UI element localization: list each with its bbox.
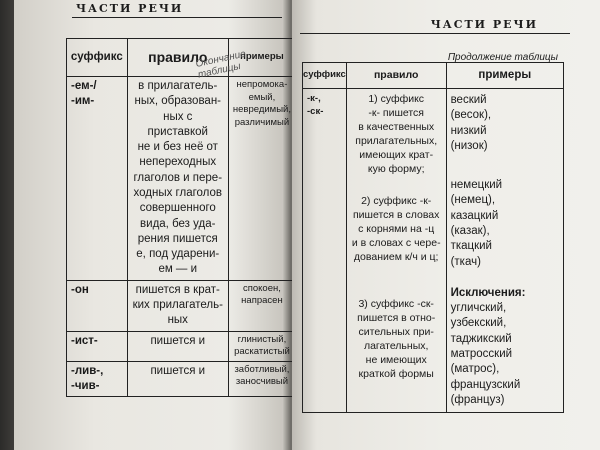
column-header-examples: примеры [446, 63, 563, 89]
right-page-header: ЧАСТИ РЕЧИ [430, 18, 538, 31]
rule-cell: пишется в крат- ких прилагатель- ных [132, 283, 223, 327]
suffix-cell: -к-, -ск- [307, 93, 324, 117]
left-page [14, 0, 291, 450]
column-header-suffix: суффикс [67, 39, 128, 77]
header-rule [300, 33, 570, 34]
column-header-rule: правило [127, 39, 228, 77]
left-page-header: ЧАСТИ РЕЧИ [76, 2, 184, 15]
table-row [67, 361, 296, 397]
suffix-cell: -лив-, -чив- [71, 364, 104, 393]
example-item: веский (весок), низкий (низок) [450, 94, 492, 152]
rule-item: 1) суффикс -к- пишется в качественных прилагательных, имеющих крат- кую форму; [355, 93, 438, 175]
suffix-cell: -он [71, 283, 89, 296]
continuation-note: Продолжение таблицы [447, 52, 558, 63]
suffix-cell: -ем-/ -им- [71, 80, 97, 108]
rule-item: 3) суффикс -ск- пишется в отно- сительных при- лагательных, не имеющих краткой формы [357, 298, 436, 381]
rule-cell: пишется и [150, 334, 206, 347]
table-row [67, 331, 296, 361]
column-header-examples: примеры [228, 39, 295, 77]
rule-item: 2) суффикс -к- пишется в словах с корнями на -ц и в словах с чере- дованием к/ч и ц; [351, 194, 441, 263]
suffix-cell: -ист- [71, 334, 98, 347]
right-table [302, 62, 564, 413]
column-header-rule: правило [346, 63, 446, 89]
column-header-suffix: суффикс [303, 63, 347, 89]
example-item: немецкий (немец), казацкий (казак), ткацкий (ткач) [450, 179, 503, 268]
table-row [67, 77, 296, 281]
rule-cell: в прилагатель- ных, образован- ных с приставкой не и без неё от непереходных глаголов и пере- ходных глаголов совершенного вида, без уда- рения пишется е, под ударени- ем — и [133, 80, 223, 276]
rule-cell: пишется и [150, 364, 206, 377]
examples-cell: спокоен, напрасен [241, 282, 283, 307]
header-rule [72, 17, 282, 18]
continuation-note: Окончание таблицы [194, 48, 247, 81]
examples-cell: заботливый, заносчивый [234, 363, 290, 388]
example-item: угличский, узбекский, таджикский матросский (матрос), французский (француз) [450, 302, 521, 406]
table-row [67, 280, 296, 331]
examples-cell: непромока- емый, невредимый, различимый [232, 79, 291, 128]
exceptions-label: Исключения: [450, 286, 526, 299]
examples-cell: глинистый, раскатистый [234, 333, 290, 358]
right-page [292, 0, 600, 450]
left-table [66, 38, 296, 397]
table-row [303, 89, 564, 413]
